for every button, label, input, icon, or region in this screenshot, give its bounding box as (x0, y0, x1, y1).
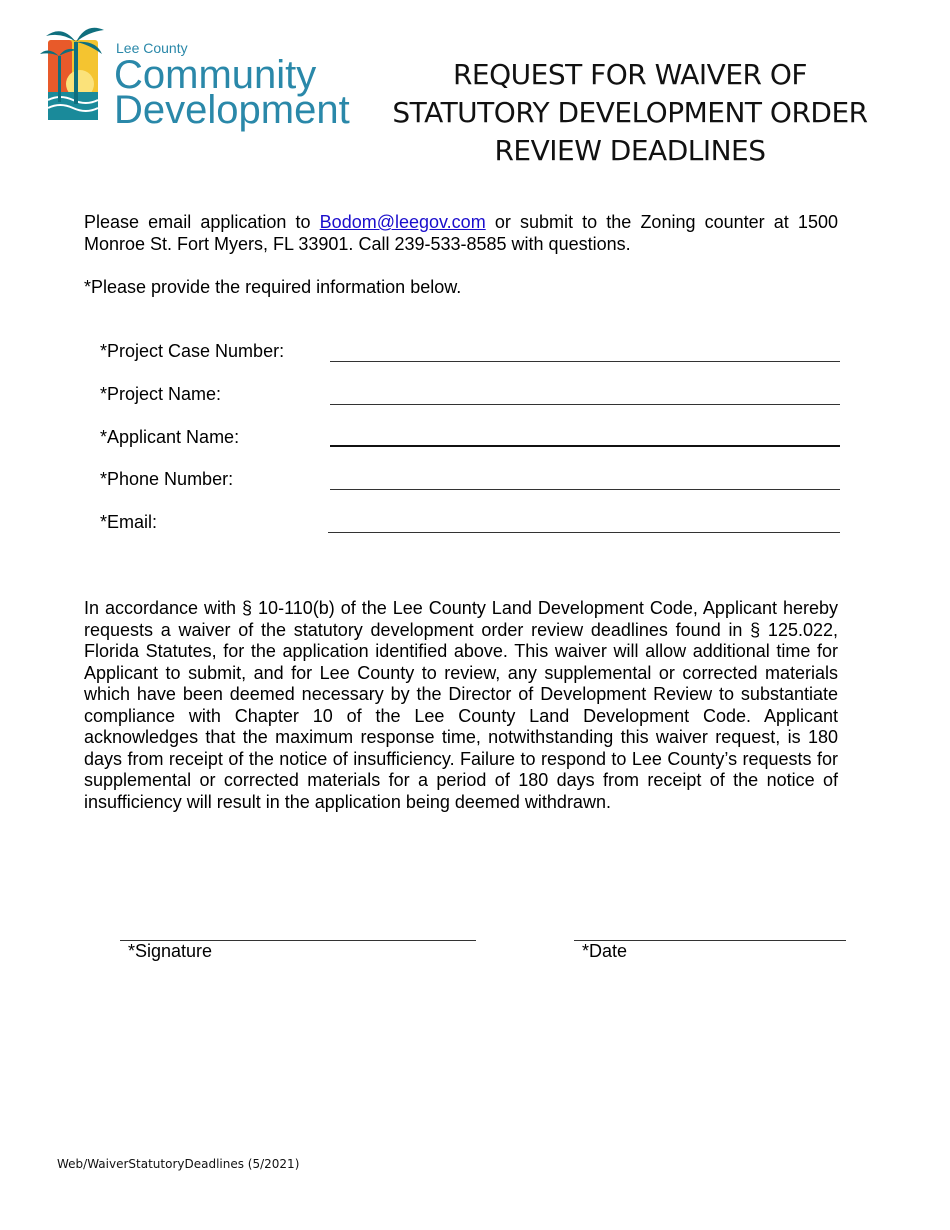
phone-number-field[interactable] (330, 489, 840, 490)
signature-label: *Signature (128, 941, 213, 961)
required-note: *Please provide the required information below. (84, 277, 462, 297)
project-case-number-label: *Project Case Number: (100, 341, 285, 361)
logo-community-text: Community (114, 53, 317, 97)
phone-number-label: *Phone Number: (100, 469, 234, 489)
intro-text-before: Please email application to (84, 212, 320, 232)
waiver-statement-paragraph: In accordance with § 10-110(b) of the Lee County Land Development Code, Applicant hereby requests a waiver of the statutory development order review deadlines found in § 125.022, Florida Statutes, for the application identified above. This waiver will allow additional time for Applicant to submit, and for Lee County to review, any supplemental or corrected materials which have been deemed necessary by the Director of Development Review to substantiate compliance with Chapter 10 of the Lee County Land Development Code. Applicant acknowledges that the maximum response time, notwithstanding this waiver request, is 180 days from receipt of the notice of insufficiency. Failure to respond to Lee County’s requests for supplemental or corrected materials for a period of 180 days from receipt of the notice of insufficiency will result in the application being deemed withdrawn. (84, 598, 838, 812)
intro-text-after: or submit to the Zoning counter at 1500 Monroe St. Fort Myers, FL 33901. Call 239-533-8585 with questions. (84, 212, 838, 254)
project-name-field[interactable] (330, 404, 840, 405)
email-label: *Email: (100, 512, 158, 532)
palm-tree-logo-icon (40, 22, 106, 124)
form-footer-id: Web/WaiverStatutoryDeadlines (5/2021) (57, 1157, 300, 1171)
project-name-label: *Project Name: (100, 384, 222, 404)
intro-paragraph (84, 212, 838, 255)
date-label: *Date (582, 941, 628, 961)
logo-development-text: Development (114, 88, 350, 132)
applicant-name-field[interactable] (330, 445, 840, 447)
applicant-name-label: *Applicant Name: (100, 427, 240, 447)
lee-county-logo (40, 22, 350, 132)
email-link[interactable]: Bodom@leegov.com (319, 212, 486, 232)
page-title: REQUEST FOR WAIVER OF STATUTORY DEVELOPMENT ORDER REVIEW DEADLINES (392, 58, 868, 167)
project-case-number-field[interactable] (330, 361, 840, 362)
email-field[interactable] (328, 532, 840, 533)
logo-lee-county-text: Lee County (116, 40, 188, 56)
